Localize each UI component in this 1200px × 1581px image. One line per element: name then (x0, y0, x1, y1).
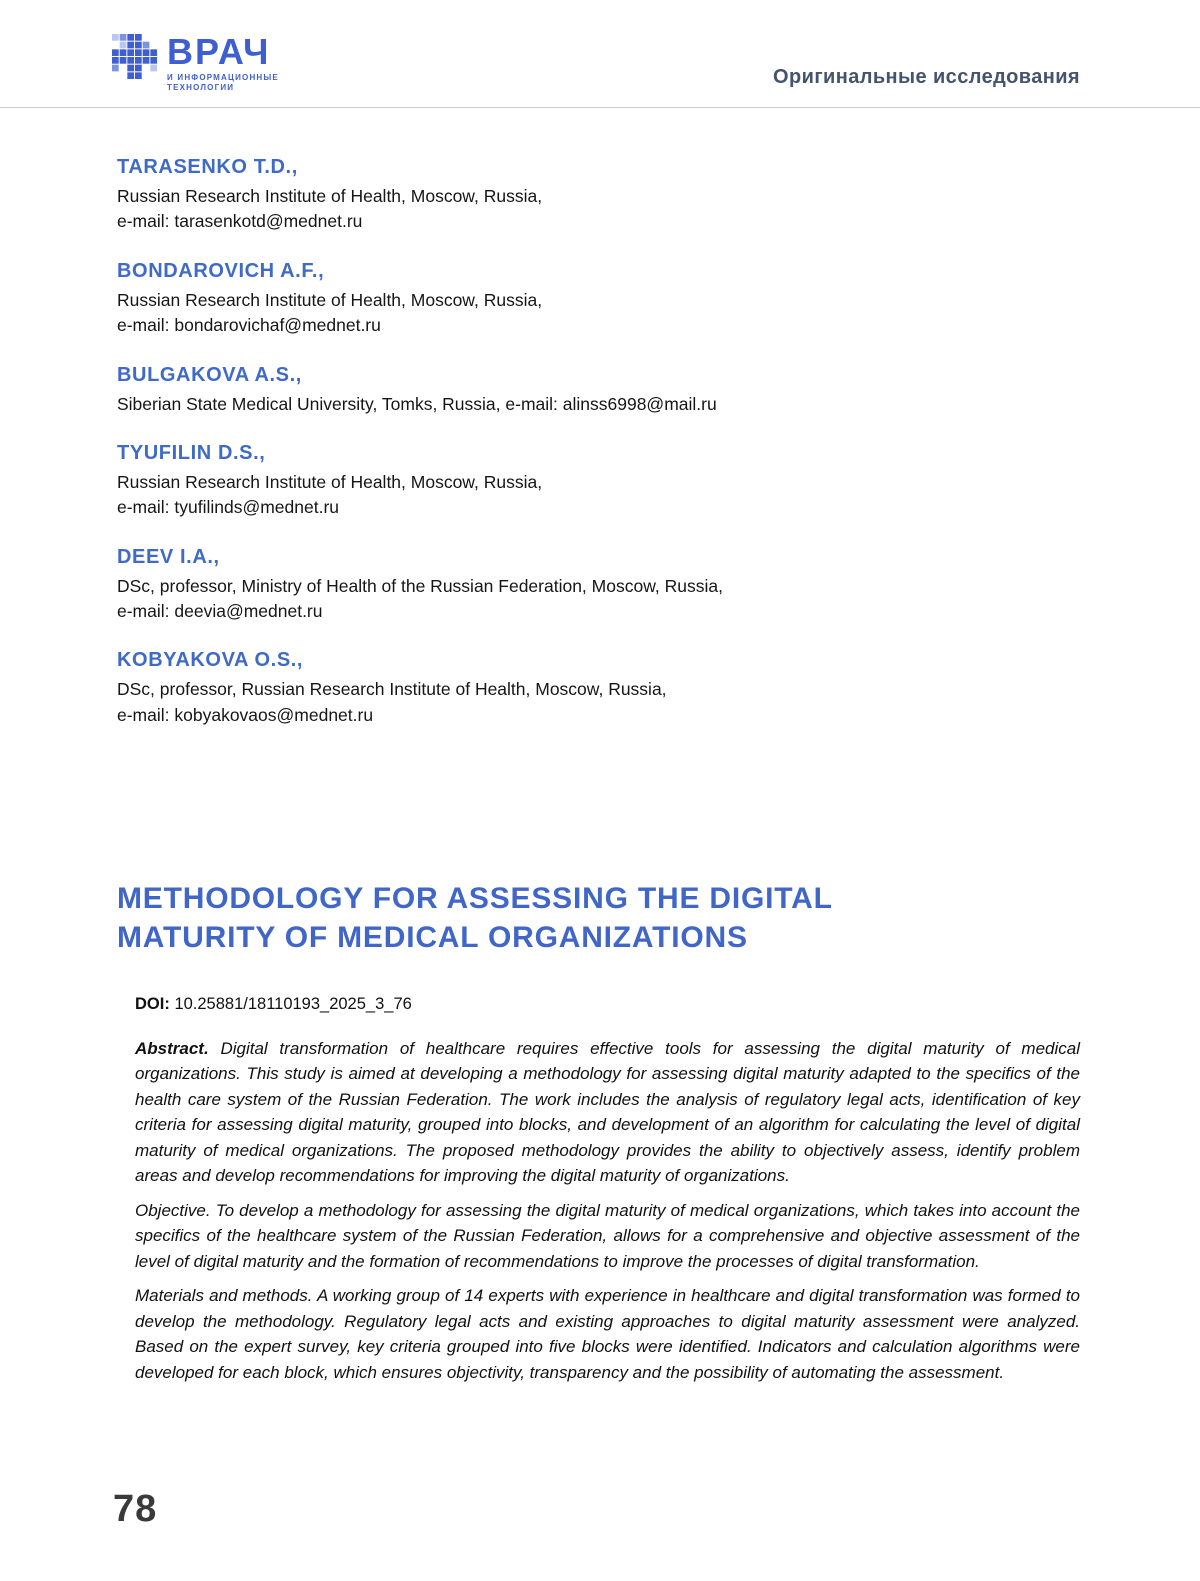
abstract-text: Digital transformation of healthcare requires effective tools for assessing the digital maturity of medical organizations. This study is aimed at developing a methodology for assessing digital maturity adapted to the specifics of the health care system of the Russian Federation. The work includes the analysis of regulatory legal acts, identification of key criteria for assessing digital maturity, grouped into blocks, and development of an algorithm for calculating the level of digital maturity of medical organizations. The proposed methodology provides the ability to objectively assess, identify problem areas and develop recommendations for improving the digital maturity of organizations. (135, 1038, 1080, 1186)
section-label: Оригинальные исследования (773, 66, 1080, 88)
page-content (0, 156, 1200, 1385)
pixel-grid-cross-icon (112, 34, 158, 85)
author-affiliation: Russian Research Institute of Health, Moscow, Russia, (117, 289, 543, 310)
article-title (117, 880, 1080, 957)
page-header (0, 0, 1200, 108)
author-email: e-mail: tyufilinds@mednet.ru (117, 497, 340, 518)
author-name: DEEV I.A., (117, 545, 220, 568)
logo-subtitle: И ИНФОРМАЦИОННЫЕ ТЕХНОЛОГИИ (167, 73, 279, 92)
doi-label: DOI: (135, 994, 170, 1013)
author-block (117, 649, 1080, 728)
author-email: e-mail: tarasenkotd@mednet.ru (117, 211, 363, 232)
author-affiliation: Russian Research Institute of Health, Moscow, Russia, (117, 186, 543, 206)
author-block (117, 364, 1080, 417)
materials-lead: Materials and methods. (135, 1286, 313, 1306)
abstract-paragraph (135, 1036, 1080, 1189)
author-name: BONDAROVICH A.F., (117, 259, 325, 282)
page-number: 78 (113, 1488, 158, 1530)
journal-logo (112, 31, 279, 93)
author-email: e-mail: bondarovichaf@mednet.ru (117, 315, 381, 336)
logo-title: ВРАЧ (167, 31, 271, 72)
author-block (117, 260, 1080, 339)
author-block (117, 546, 1080, 625)
author-email: e-mail: deevia@mednet.ru (117, 601, 323, 621)
author-name: TYUFILIN D.S., (117, 441, 266, 464)
author-email: e-mail: kobyakovaos@mednet.ru (117, 704, 374, 725)
article-title-line2: MATURITY OF MEDICAL ORGANIZATIONS (117, 920, 748, 954)
objective-text: To develop a methodology for assessing the digital maturity of medical organizations, which takes into account the specifics of the healthcare system of the Russian Federation, allows for a comprehensive and objective assessment of the level of digital maturity and the formation of recommendations to improve the processes of digital transformation. (135, 1200, 1080, 1271)
article-title-line1: METHODOLOGY FOR ASSESSING THE DIGITAL (117, 882, 833, 916)
author-name: BULGAKOVA A.S., (117, 363, 302, 386)
author-name: KOBYAKOVA O.S., (117, 649, 304, 672)
abstract-block (117, 995, 1080, 1386)
author-block (117, 156, 1080, 235)
materials-text: A working group of 14 experts with experience in healthcare and digital transformation was formed to develop the methodology. Regulatory legal acts and existing approaches to digital maturity assessment were analyzed. Based on the expert survey, key criteria grouped into five blocks were identified. Indicators and calculation algorithms were developed for each block, which ensures objectivity, transparency and the possibility of automating the assessment. (135, 1286, 1080, 1382)
author-affiliation: Siberian State Medical University, Tomks, Russia, e-mail: alinss6998@mail.ru (117, 393, 717, 414)
abstract-lead: Abstract. (135, 1038, 209, 1058)
author-affiliation: DSc, professor, Ministry of Health of the Russian Federation, Moscow, Russia, (117, 575, 723, 596)
objective-lead: Objective. (135, 1200, 211, 1220)
doi-row (135, 995, 1080, 1014)
objective-paragraph (135, 1198, 1080, 1275)
author-block (117, 442, 1080, 521)
authors-list (117, 156, 1080, 728)
author-affiliation: DSc, professor, Russian Research Institute of Health, Moscow, Russia, (117, 679, 667, 700)
doi-value: 10.25881/18110193_2025_3_76 (174, 994, 412, 1013)
author-name: TARASENKO T.D., (117, 156, 298, 178)
materials-paragraph (135, 1283, 1080, 1385)
author-affiliation: Russian Research Institute of Health, Moscow, Russia, (117, 471, 543, 492)
